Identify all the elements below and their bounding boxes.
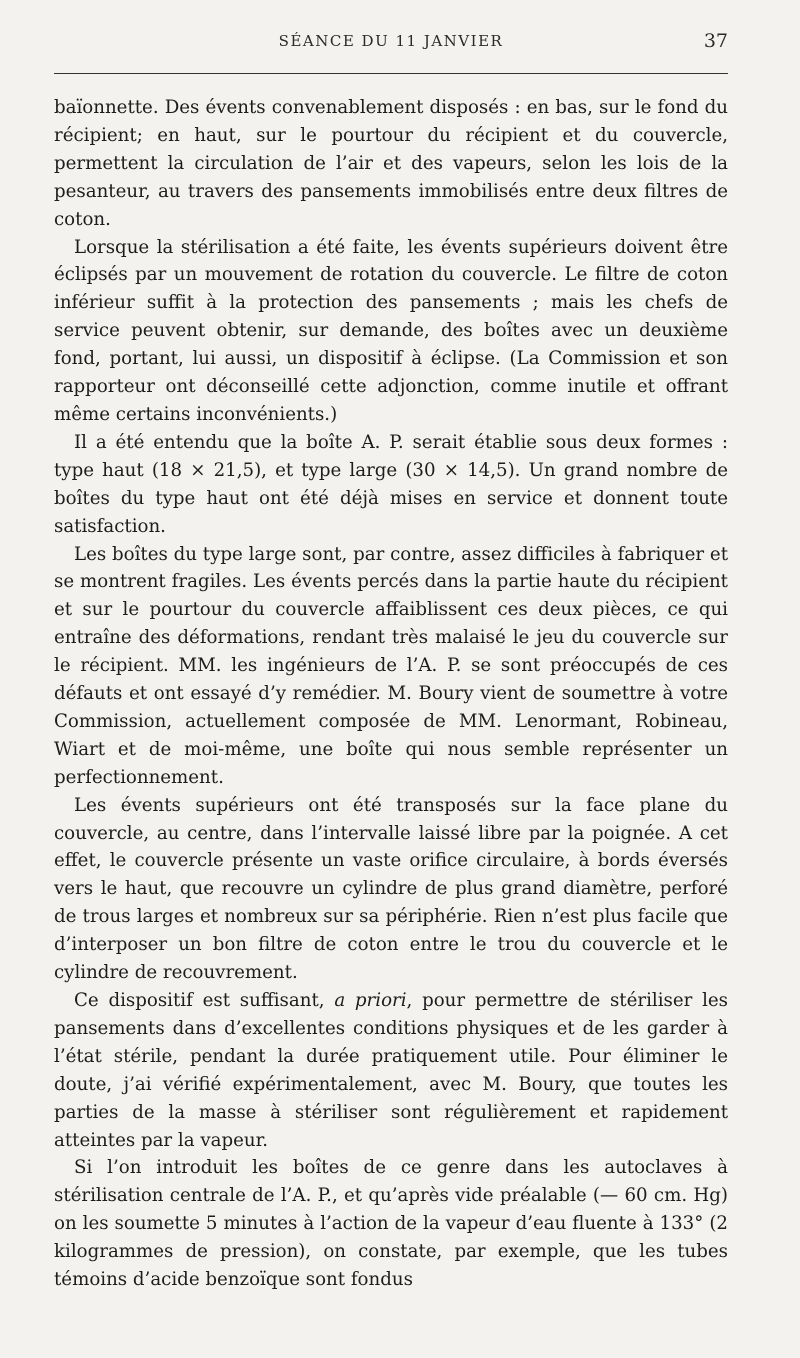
paragraph: Lorsque la stérilisation a été faite, les évents supérieurs doivent être éclipsés par un mouvement de rotation du couvercle. Le filtre de coton inférieur suffit à la protection des pansements ; mais les chefs de service peuvent obtenir, sur demande, des boîtes avec un deuxième fond, portant, lui aussi, un dispositif à éclipse. (La Commission et son rapporteur ont déconseillé cette adjonction, comme inutile et offrant même certains inconvénients.)	[54, 236, 728, 425]
page-header	[54, 26, 728, 60]
body-text	[54, 94, 728, 1294]
italic-phrase: a priori	[334, 990, 407, 1011]
paragraph: Il a été entendu que la boîte A. P. serait établie sous deux formes : type haut (18 × 21,5), et type large (30 × 14,5). Un grand nombre de boîtes du type haut ont été déjà mises en service et donnent toute satisfaction.	[54, 431, 728, 537]
paragraph	[54, 987, 728, 1154]
running-head: SÉANCE DU 11 JANVIER	[278, 32, 504, 50]
paragraph: Les boîtes du type large sont, par contre, assez difficiles à fabriquer et se montrent fragiles. Les évents percés dans la partie haute du récipient et sur le pourtour du couvercle affaiblissent ces deux pièces, ce qui entraîne des déformations, rendant très malaisé le jeu du couvercle sur le récipient. MM. les ingénieurs de l’A. P. se sont préoccupés de ces défauts et ont essayé d’y remédier. M. Boury vient de soumettre à votre Commission, actuellement composée de MM. Lenormant, Robineau, Wiart et de moi-même, une boîte qui nous semble représenter un perfectionnement.	[54, 543, 728, 788]
paragraph-text: Ce dispositif est suffisant,	[74, 990, 335, 1011]
paragraph: Les évents supérieurs ont été transposés sur la face plane du couvercle, au centre, dans l’intervalle laissé libre par la poignée. A cet effet, le couvercle présente un vaste orifice circulaire, à bords éversés vers le haut, que recouvre un cylindre de plus grand diamètre, perforé de trous larges et nombreux sur sa périphérie. Rien n’est plus facile que d’interposer un bon filtre de coton entre le trou du couvercle et le cylindre de recouvrement.	[54, 794, 728, 984]
paragraph: baïonnette. Des évents convenablement disposés : en bas, sur le fond du récipient; en haut, sur le pourtour du récipient et du couvercle, permettent la circulation de l’air et des vapeurs, selon les lois de la pesanteur, au travers des pansements immobilisés entre deux filtres de coton.	[54, 97, 728, 230]
header-rule	[54, 73, 728, 74]
paragraph: Si l’on introduit les boîtes de ce genre dans les autoclaves à stérilisation centrale de l’A. P., et qu’après vide préalable (— 60 cm. Hg) on les soumette 5 minutes à l’action de la vapeur d’eau fluente à 133° (2 kilogrammes de pression), on constate, par exemple, que les tubes témoins d’acide benzoïque sont fondus	[54, 1157, 728, 1291]
page-number: 37	[703, 30, 728, 52]
paragraph-text: , pour permettre de stériliser les pansements dans d’excellentes conditions physiques et de les garder à l’état stérile, pendant la durée pratiquement utile. Pour éliminer le doute, j’ai vérifié expérimentalement, avec M. Boury, que toutes les parties de la masse à stériliser sont régulièrement et rapidement atteintes par la vapeur.	[54, 990, 728, 1151]
